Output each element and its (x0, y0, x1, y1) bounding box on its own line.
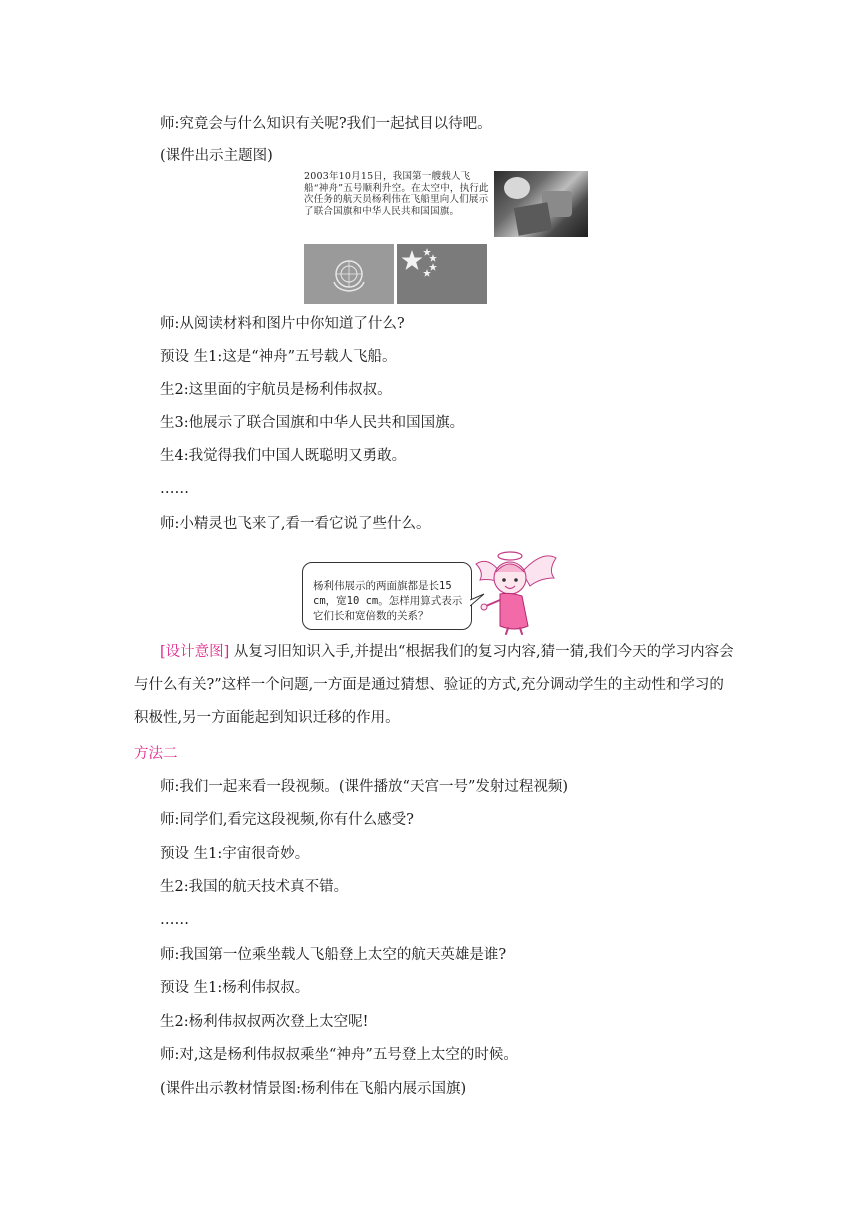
courseware-note-2: (课件出示教材情景图:杨利伟在飞船内展示国旗) (160, 1081, 467, 1097)
method-two-heading: 方法二 (134, 746, 178, 762)
elf-figure (302, 548, 564, 636)
theme-figure (304, 171, 588, 304)
method2-line-8: 生2:杨利伟叔叔两次登上太空呢! (160, 1014, 369, 1030)
method2-line-1: 师:我们一起来看一段视频。(课件播放“天宫一号”发射过程视频) (160, 779, 569, 795)
student-answer-3: 生3:他展示了联合国旗和中华人民共和国国旗。 (160, 415, 465, 431)
courseware-note-1: (课件出示主题图) (160, 148, 273, 164)
method2-line-2: 师:同学们,看完这段视频,你有什么感受? (160, 812, 414, 828)
elf-angel-illustration (470, 548, 562, 636)
student-answer-1: 预设 生1:这是“神舟”五号载人飞船。 (160, 349, 397, 365)
theme-figure-text: 2003年10月15日，我国第一艘载人飞船“神舟”五号顺利升空。在太空中，执行此次任务的航天员杨利伟在飞船里向人们展示了联合国旗和中华人民共和国国旗。 (304, 171, 489, 217)
design-intent-paragraph (134, 636, 734, 735)
ellipsis-1: …… (160, 481, 189, 497)
astronaut-photo (494, 171, 588, 237)
design-intent-tag: [设计意图] (160, 644, 230, 660)
method2-line-3: 预设 生1:宇宙很奇妙。 (160, 846, 310, 862)
teacher-line-2: 师:小精灵也飞来了,看一看它说了些什么。 (160, 516, 431, 532)
method2-line-4: 生2:我国的航天技术真不错。 (160, 879, 349, 895)
method2-line-9: 师:对,这是杨利伟叔叔乘坐“神舟”五号登上太空的时候。 (160, 1047, 518, 1063)
speech-bubble-text: 杨利伟展示的两面旗都是长15 cm，宽10 cm。怎样用算式表示它们长和宽倍数的关系？ (313, 580, 463, 622)
un-flag-image (304, 244, 394, 304)
student-answer-4: 生4:我觉得我们中国人既聪明又勇敢。 (160, 448, 407, 464)
china-flag-image (397, 244, 487, 304)
teacher-line-1: 师:究竟会与什么知识有关呢?我们一起拭目以待吧。 (160, 116, 492, 132)
student-answer-2: 生2:这里面的宇航员是杨利伟叔叔。 (160, 382, 392, 398)
teacher-question-1: 师:从阅读材料和图片中你知道了什么? (160, 316, 405, 332)
speech-bubble (302, 562, 472, 630)
design-intent-text: 从复习旧知识入手,并提出“根据我们的复习内容,猜一猜,我们今天的学习内容会与什么有关?”这样一个问题,一方面是通过猜想、验证的方式,充分调动学生的主动性和学习的积极性,另一方面能起到知识迁移的作用。 (134, 644, 734, 726)
method2-line-6: 师:我国第一位乘坐载人飞船登上太空的航天英雄是谁? (160, 947, 507, 963)
method2-line-7: 预设 生1:杨利伟叔叔。 (160, 980, 310, 996)
ellipsis-2: …… (160, 912, 189, 928)
